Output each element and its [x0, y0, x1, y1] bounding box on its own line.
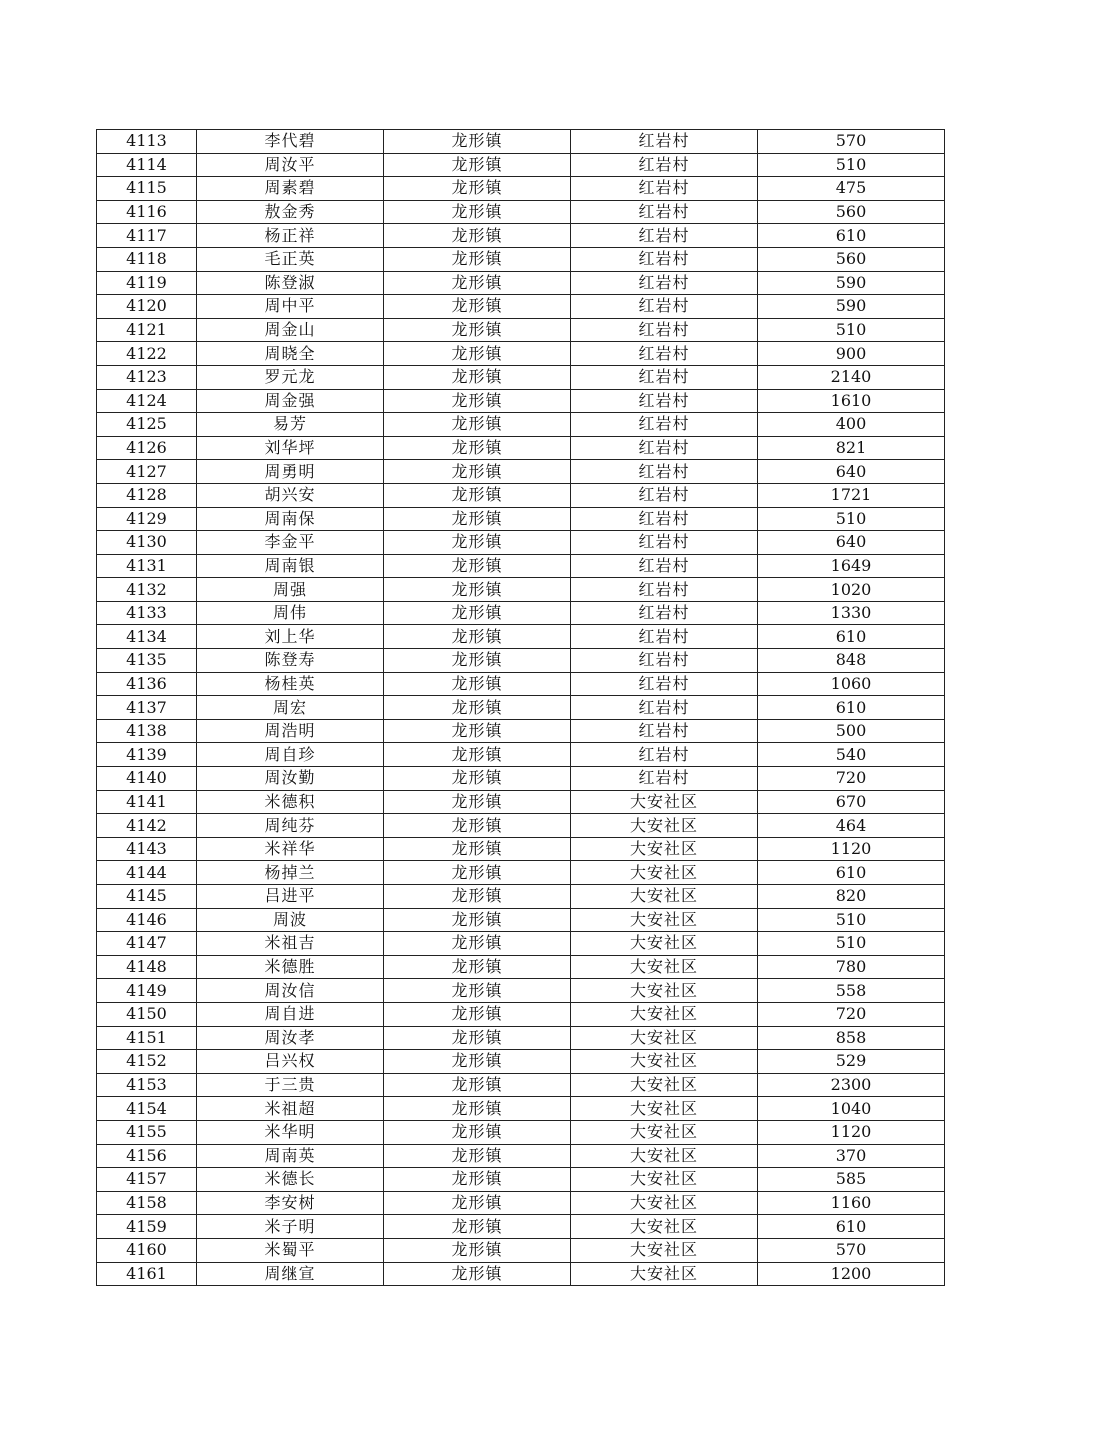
cell-serial-number: 4119	[97, 271, 197, 295]
cell-village: 红岩村	[571, 578, 758, 602]
cell-amount: 1120	[758, 837, 945, 861]
cell-amount: 640	[758, 531, 945, 555]
cell-amount: 640	[758, 460, 945, 484]
cell-village: 大安社区	[571, 1191, 758, 1215]
table-row	[97, 483, 945, 507]
table-row	[97, 153, 945, 177]
table-row	[97, 601, 945, 625]
cell-person-name: 于三贵	[197, 1073, 384, 1097]
cell-village: 红岩村	[571, 436, 758, 460]
cell-village: 红岩村	[571, 295, 758, 319]
cell-person-name: 周南银	[197, 554, 384, 578]
cell-town: 龙形镇	[384, 318, 571, 342]
cell-village: 红岩村	[571, 224, 758, 248]
table-row	[97, 672, 945, 696]
cell-amount: 720	[758, 1002, 945, 1026]
cell-town: 龙形镇	[384, 767, 571, 791]
cell-serial-number: 4134	[97, 625, 197, 649]
cell-amount: 2140	[758, 365, 945, 389]
cell-village: 红岩村	[571, 507, 758, 531]
table-row	[97, 719, 945, 743]
cell-serial-number: 4157	[97, 1168, 197, 1192]
cell-person-name: 周汝孝	[197, 1026, 384, 1050]
cell-village: 红岩村	[571, 649, 758, 673]
cell-town: 龙形镇	[384, 1262, 571, 1286]
cell-amount: 670	[758, 790, 945, 814]
cell-serial-number: 4154	[97, 1097, 197, 1121]
table-row	[97, 932, 945, 956]
table-row	[97, 767, 945, 791]
cell-person-name: 周宏	[197, 696, 384, 720]
table-row	[97, 295, 945, 319]
table-row	[97, 1026, 945, 1050]
cell-town: 龙形镇	[384, 861, 571, 885]
cell-village: 红岩村	[571, 200, 758, 224]
cell-town: 龙形镇	[384, 177, 571, 201]
cell-serial-number: 4150	[97, 1002, 197, 1026]
cell-village: 大安社区	[571, 1238, 758, 1262]
cell-village: 大安社区	[571, 1073, 758, 1097]
cell-amount: 540	[758, 743, 945, 767]
cell-amount: 370	[758, 1144, 945, 1168]
table-row	[97, 790, 945, 814]
cell-serial-number: 4122	[97, 342, 197, 366]
cell-village: 大安社区	[571, 837, 758, 861]
table-row	[97, 271, 945, 295]
cell-amount: 510	[758, 507, 945, 531]
table-row	[97, 531, 945, 555]
cell-person-name: 周勇明	[197, 460, 384, 484]
cell-village: 大安社区	[571, 1026, 758, 1050]
cell-town: 龙形镇	[384, 932, 571, 956]
table-row	[97, 413, 945, 437]
cell-amount: 720	[758, 767, 945, 791]
table-row	[97, 861, 945, 885]
cell-person-name: 陈登淑	[197, 271, 384, 295]
cell-serial-number: 4147	[97, 932, 197, 956]
cell-village: 大安社区	[571, 932, 758, 956]
table-row	[97, 200, 945, 224]
table-row	[97, 1073, 945, 1097]
cell-person-name: 米德长	[197, 1168, 384, 1192]
cell-village: 大安社区	[571, 1168, 758, 1192]
cell-amount: 590	[758, 295, 945, 319]
cell-village: 大安社区	[571, 1215, 758, 1239]
cell-serial-number: 4141	[97, 790, 197, 814]
cell-amount: 1721	[758, 483, 945, 507]
cell-person-name: 周自进	[197, 1002, 384, 1026]
cell-town: 龙形镇	[384, 955, 571, 979]
cell-serial-number: 4138	[97, 719, 197, 743]
table-row	[97, 436, 945, 460]
table-row	[97, 955, 945, 979]
cell-person-name: 胡兴安	[197, 483, 384, 507]
cell-serial-number: 4140	[97, 767, 197, 791]
table-row	[97, 1168, 945, 1192]
cell-town: 龙形镇	[384, 342, 571, 366]
cell-serial-number: 4148	[97, 955, 197, 979]
table-row	[97, 649, 945, 673]
cell-village: 大安社区	[571, 955, 758, 979]
table-row	[97, 365, 945, 389]
cell-village: 红岩村	[571, 696, 758, 720]
cell-serial-number: 4158	[97, 1191, 197, 1215]
cell-village: 红岩村	[571, 365, 758, 389]
cell-village: 大安社区	[571, 1002, 758, 1026]
cell-person-name: 米祖超	[197, 1097, 384, 1121]
cell-amount: 1330	[758, 601, 945, 625]
cell-serial-number: 4127	[97, 460, 197, 484]
cell-village: 红岩村	[571, 153, 758, 177]
cell-serial-number: 4135	[97, 649, 197, 673]
cell-village: 红岩村	[571, 130, 758, 154]
cell-amount: 558	[758, 979, 945, 1003]
cell-person-name: 李代碧	[197, 130, 384, 154]
cell-village: 红岩村	[571, 318, 758, 342]
cell-person-name: 周强	[197, 578, 384, 602]
table-row	[97, 389, 945, 413]
cell-village: 大安社区	[571, 1262, 758, 1286]
cell-person-name: 周汝勤	[197, 767, 384, 791]
cell-person-name: 毛正英	[197, 247, 384, 271]
cell-serial-number: 4124	[97, 389, 197, 413]
cell-village: 红岩村	[571, 767, 758, 791]
cell-amount: 570	[758, 1238, 945, 1262]
cell-village: 红岩村	[571, 247, 758, 271]
cell-person-name: 周金山	[197, 318, 384, 342]
cell-amount: 1060	[758, 672, 945, 696]
cell-person-name: 米子明	[197, 1215, 384, 1239]
table-row	[97, 247, 945, 271]
cell-amount: 610	[758, 625, 945, 649]
cell-town: 龙形镇	[384, 1191, 571, 1215]
cell-amount: 560	[758, 247, 945, 271]
cell-town: 龙形镇	[384, 1120, 571, 1144]
table-row	[97, 1002, 945, 1026]
cell-village: 红岩村	[571, 743, 758, 767]
cell-town: 龙形镇	[384, 1144, 571, 1168]
cell-amount: 2300	[758, 1073, 945, 1097]
table-row	[97, 578, 945, 602]
cell-person-name: 罗元龙	[197, 365, 384, 389]
cell-serial-number: 4129	[97, 507, 197, 531]
cell-town: 龙形镇	[384, 814, 571, 838]
cell-amount: 821	[758, 436, 945, 460]
cell-serial-number: 4139	[97, 743, 197, 767]
cell-town: 龙形镇	[384, 578, 571, 602]
cell-person-name: 周波	[197, 908, 384, 932]
cell-person-name: 米蜀平	[197, 1238, 384, 1262]
cell-serial-number: 4128	[97, 483, 197, 507]
cell-village: 大安社区	[571, 1120, 758, 1144]
cell-amount: 610	[758, 1215, 945, 1239]
cell-serial-number: 4114	[97, 153, 197, 177]
cell-person-name: 周浩明	[197, 719, 384, 743]
cell-person-name: 杨桂英	[197, 672, 384, 696]
cell-village: 红岩村	[571, 601, 758, 625]
cell-amount: 1649	[758, 554, 945, 578]
cell-amount: 510	[758, 153, 945, 177]
cell-town: 龙形镇	[384, 743, 571, 767]
table-row	[97, 318, 945, 342]
cell-person-name: 陈登寿	[197, 649, 384, 673]
cell-person-name: 周金强	[197, 389, 384, 413]
cell-serial-number: 4113	[97, 130, 197, 154]
cell-village: 大安社区	[571, 1144, 758, 1168]
table-row	[97, 460, 945, 484]
cell-village: 大安社区	[571, 1050, 758, 1074]
cell-serial-number: 4155	[97, 1120, 197, 1144]
data-table	[96, 129, 945, 1286]
cell-serial-number: 4126	[97, 436, 197, 460]
cell-town: 龙形镇	[384, 837, 571, 861]
cell-person-name: 易芳	[197, 413, 384, 437]
cell-amount: 510	[758, 932, 945, 956]
cell-village: 红岩村	[571, 554, 758, 578]
cell-person-name: 米祥华	[197, 837, 384, 861]
cell-person-name: 李金平	[197, 531, 384, 555]
cell-town: 龙形镇	[384, 1026, 571, 1050]
cell-village: 大安社区	[571, 790, 758, 814]
cell-serial-number: 4153	[97, 1073, 197, 1097]
table-row	[97, 1191, 945, 1215]
table-row	[97, 743, 945, 767]
cell-town: 龙形镇	[384, 1168, 571, 1192]
cell-town: 龙形镇	[384, 790, 571, 814]
cell-person-name: 米德胜	[197, 955, 384, 979]
cell-village: 红岩村	[571, 389, 758, 413]
cell-serial-number: 4145	[97, 885, 197, 909]
cell-serial-number: 4160	[97, 1238, 197, 1262]
cell-village: 红岩村	[571, 483, 758, 507]
cell-serial-number: 4151	[97, 1026, 197, 1050]
cell-village: 红岩村	[571, 672, 758, 696]
cell-person-name: 周伟	[197, 601, 384, 625]
cell-person-name: 杨掉兰	[197, 861, 384, 885]
cell-town: 龙形镇	[384, 483, 571, 507]
cell-village: 红岩村	[571, 342, 758, 366]
cell-serial-number: 4156	[97, 1144, 197, 1168]
cell-amount: 610	[758, 224, 945, 248]
cell-amount: 820	[758, 885, 945, 909]
cell-town: 龙形镇	[384, 1238, 571, 1262]
cell-village: 大安社区	[571, 814, 758, 838]
cell-person-name: 周继宣	[197, 1262, 384, 1286]
cell-amount: 900	[758, 342, 945, 366]
cell-town: 龙形镇	[384, 271, 571, 295]
cell-town: 龙形镇	[384, 554, 571, 578]
cell-town: 龙形镇	[384, 625, 571, 649]
cell-person-name: 米祖吉	[197, 932, 384, 956]
cell-amount: 529	[758, 1050, 945, 1074]
cell-amount: 610	[758, 696, 945, 720]
cell-village: 大安社区	[571, 908, 758, 932]
cell-village: 红岩村	[571, 625, 758, 649]
cell-person-name: 周素碧	[197, 177, 384, 201]
table-body	[97, 130, 945, 1286]
cell-town: 龙形镇	[384, 696, 571, 720]
cell-serial-number: 4133	[97, 601, 197, 625]
cell-serial-number: 4136	[97, 672, 197, 696]
cell-person-name: 周汝平	[197, 153, 384, 177]
cell-town: 龙形镇	[384, 247, 571, 271]
cell-serial-number: 4131	[97, 554, 197, 578]
cell-amount: 475	[758, 177, 945, 201]
cell-town: 龙形镇	[384, 389, 571, 413]
cell-amount: 510	[758, 318, 945, 342]
table-row	[97, 885, 945, 909]
cell-serial-number: 4120	[97, 295, 197, 319]
cell-amount: 400	[758, 413, 945, 437]
cell-amount: 780	[758, 955, 945, 979]
cell-town: 龙形镇	[384, 649, 571, 673]
cell-serial-number: 4118	[97, 247, 197, 271]
cell-serial-number: 4117	[97, 224, 197, 248]
cell-person-name: 刘上华	[197, 625, 384, 649]
cell-person-name: 周中平	[197, 295, 384, 319]
cell-amount: 858	[758, 1026, 945, 1050]
cell-person-name: 吕进平	[197, 885, 384, 909]
table-row	[97, 908, 945, 932]
table-row	[97, 554, 945, 578]
cell-amount: 1200	[758, 1262, 945, 1286]
cell-amount: 848	[758, 649, 945, 673]
cell-town: 龙形镇	[384, 1215, 571, 1239]
table-row	[97, 814, 945, 838]
cell-person-name: 米华明	[197, 1120, 384, 1144]
cell-town: 龙形镇	[384, 1073, 571, 1097]
cell-town: 龙形镇	[384, 130, 571, 154]
cell-serial-number: 4123	[97, 365, 197, 389]
cell-town: 龙形镇	[384, 507, 571, 531]
cell-village: 大安社区	[571, 885, 758, 909]
cell-amount: 510	[758, 908, 945, 932]
cell-serial-number: 4149	[97, 979, 197, 1003]
table-row	[97, 1120, 945, 1144]
cell-serial-number: 4130	[97, 531, 197, 555]
cell-amount: 1610	[758, 389, 945, 413]
table-row	[97, 342, 945, 366]
cell-town: 龙形镇	[384, 908, 571, 932]
cell-serial-number: 4116	[97, 200, 197, 224]
table-row	[97, 696, 945, 720]
cell-person-name: 吕兴权	[197, 1050, 384, 1074]
cell-serial-number: 4143	[97, 837, 197, 861]
cell-amount: 1020	[758, 578, 945, 602]
cell-serial-number: 4125	[97, 413, 197, 437]
cell-amount: 1120	[758, 1120, 945, 1144]
cell-serial-number: 4146	[97, 908, 197, 932]
cell-person-name: 米德积	[197, 790, 384, 814]
cell-town: 龙形镇	[384, 885, 571, 909]
cell-amount: 500	[758, 719, 945, 743]
cell-village: 大安社区	[571, 1097, 758, 1121]
cell-serial-number: 4144	[97, 861, 197, 885]
cell-town: 龙形镇	[384, 413, 571, 437]
cell-village: 红岩村	[571, 460, 758, 484]
table-row	[97, 177, 945, 201]
cell-person-name: 周自珍	[197, 743, 384, 767]
cell-person-name: 周南保	[197, 507, 384, 531]
cell-town: 龙形镇	[384, 719, 571, 743]
table-row	[97, 1238, 945, 1262]
cell-person-name: 李安树	[197, 1191, 384, 1215]
cell-town: 龙形镇	[384, 531, 571, 555]
table-row	[97, 1144, 945, 1168]
cell-town: 龙形镇	[384, 365, 571, 389]
cell-person-name: 周纯芬	[197, 814, 384, 838]
cell-person-name: 周南英	[197, 1144, 384, 1168]
cell-village: 红岩村	[571, 531, 758, 555]
cell-village: 红岩村	[571, 719, 758, 743]
cell-town: 龙形镇	[384, 200, 571, 224]
cell-town: 龙形镇	[384, 295, 571, 319]
cell-amount: 570	[758, 130, 945, 154]
table-row	[97, 130, 945, 154]
cell-town: 龙形镇	[384, 601, 571, 625]
table-row	[97, 837, 945, 861]
cell-amount: 590	[758, 271, 945, 295]
table-row	[97, 1050, 945, 1074]
cell-town: 龙形镇	[384, 1002, 571, 1026]
cell-serial-number: 4159	[97, 1215, 197, 1239]
cell-town: 龙形镇	[384, 979, 571, 1003]
cell-town: 龙形镇	[384, 436, 571, 460]
cell-serial-number: 4132	[97, 578, 197, 602]
cell-serial-number: 4161	[97, 1262, 197, 1286]
cell-serial-number: 4121	[97, 318, 197, 342]
table-row	[97, 979, 945, 1003]
table-row	[97, 1097, 945, 1121]
cell-amount: 560	[758, 200, 945, 224]
table-row	[97, 507, 945, 531]
cell-village: 大安社区	[571, 861, 758, 885]
cell-village: 红岩村	[571, 413, 758, 437]
cell-person-name: 周晓全	[197, 342, 384, 366]
cell-serial-number: 4142	[97, 814, 197, 838]
cell-amount: 585	[758, 1168, 945, 1192]
cell-serial-number: 4137	[97, 696, 197, 720]
cell-town: 龙形镇	[384, 153, 571, 177]
cell-village: 红岩村	[571, 177, 758, 201]
cell-serial-number: 4152	[97, 1050, 197, 1074]
cell-village: 大安社区	[571, 979, 758, 1003]
cell-amount: 1160	[758, 1191, 945, 1215]
cell-person-name: 敖金秀	[197, 200, 384, 224]
cell-amount: 1040	[758, 1097, 945, 1121]
cell-town: 龙形镇	[384, 672, 571, 696]
cell-serial-number: 4115	[97, 177, 197, 201]
cell-town: 龙形镇	[384, 224, 571, 248]
cell-amount: 464	[758, 814, 945, 838]
cell-amount: 610	[758, 861, 945, 885]
table-row	[97, 224, 945, 248]
cell-town: 龙形镇	[384, 1050, 571, 1074]
cell-town: 龙形镇	[384, 460, 571, 484]
cell-village: 红岩村	[571, 271, 758, 295]
cell-town: 龙形镇	[384, 1097, 571, 1121]
cell-person-name: 刘华坪	[197, 436, 384, 460]
cell-person-name: 周汝信	[197, 979, 384, 1003]
cell-person-name: 杨正祥	[197, 224, 384, 248]
table-row	[97, 625, 945, 649]
table-row	[97, 1262, 945, 1286]
table-row	[97, 1215, 945, 1239]
